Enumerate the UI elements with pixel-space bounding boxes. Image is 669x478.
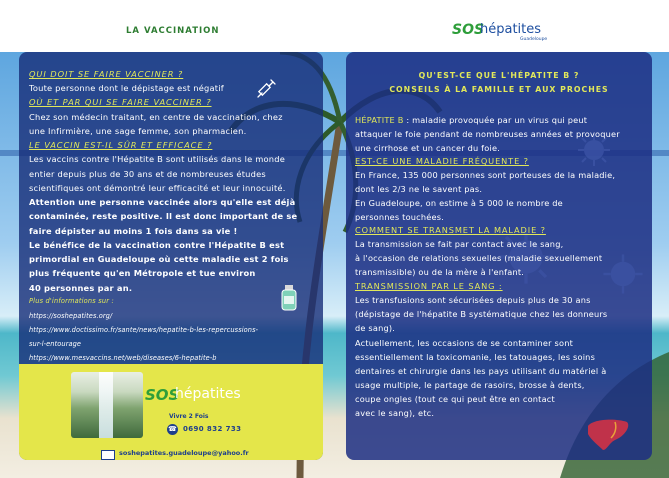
phone-number[interactable]: 0690 832 733 <box>183 425 242 433</box>
answer-frequent-line: En Guadeloupe, on estime à 5 000 le nombre de <box>355 198 563 208</box>
footer-logo-sos: SOS <box>145 386 180 404</box>
answer-transmission-line: à l'occasion de relations sexuelles (maladie sexuellement <box>355 253 603 263</box>
mail-icon <box>101 450 115 460</box>
definition-term: HÉPATITE B <box>355 115 404 125</box>
footer-logo-name: hépatites <box>175 386 241 402</box>
info-title: Plus d'informations sur : <box>29 297 114 305</box>
header <box>0 0 669 52</box>
phone-icon: ☎ <box>168 425 177 433</box>
answer-frequent-line: En France, 135 000 personnes sont porteuses de la maladie, <box>355 170 616 180</box>
warning-line: plus fréquente qu'en Métropole et tue environ <box>29 268 256 278</box>
footer-tagline: Vivre 2 Fois <box>169 413 209 420</box>
footer-logo <box>145 386 255 408</box>
link-soshepatites[interactable]: https://soshepatites.org/ <box>29 312 113 320</box>
answer-transmission-line: La transmission se fait par contact avec le sang, <box>355 239 564 249</box>
logo-sos: SOS <box>452 22 485 38</box>
link-doctissimo-cont[interactable]: sur-l-entourage <box>29 340 82 348</box>
page-title: LA VACCINATION <box>126 26 220 36</box>
answer-frequent-line: personnes touchées. <box>355 212 445 222</box>
answer-blood-line: essentiellement la toxicomanie, les tatouages, les soins <box>355 352 596 362</box>
definition-line: attaquer le foie pendant de nombreuses années et provoquer <box>355 129 620 139</box>
logo-name: hépatites <box>480 22 542 37</box>
question-frequent: EST-CE UNE MALADIE FRÉQUENTE ? <box>355 156 529 166</box>
warning-line: 40 personnes par an. <box>29 283 133 293</box>
answer-where-line: une Infirmière, une sage femme, son pharmacien. <box>29 126 247 136</box>
definition-text: : maladie provoquée par un virus qui peut <box>403 115 588 125</box>
warning-line: Attention une personne vaccinée alors qu'elle est déjà <box>29 197 296 207</box>
answer-frequent-line: dont les 2/3 ne le savent pas. <box>355 184 483 194</box>
question-who: QUI DOIT SE FAIRE VACCINER ? <box>29 69 184 79</box>
warning-line: faire dépister au moins 1 fois dans sa vie ! <box>29 226 238 236</box>
answer-safe-line: scientifiques ont démontré leur efficacité et leur innocuité. <box>29 183 286 193</box>
answer-blood-line: usage multiple, le partage de rasoirs, brosse à dents, <box>355 380 585 390</box>
answer-blood-line: (dépistage de l'hépatite B systématique chez les donneurs <box>355 309 608 319</box>
question-transmission: COMMENT SE TRANSMET LA MALADIE ? <box>355 225 546 235</box>
question-safe: LE VACCIN EST-IL SÛR ET EFFICACE ? <box>29 140 213 150</box>
answer-blood-line: Les transfusions sont sécurisées depuis plus de 30 ans <box>355 295 591 305</box>
panel-title: QU'EST-CE QUE L'HÉPATITE B ? <box>418 71 580 80</box>
answer-safe-line: entier depuis plus de 30 ans et de nombreuses études <box>29 169 266 179</box>
vaccination-panel <box>19 52 323 460</box>
liver-icon <box>585 416 631 452</box>
answer-blood-line: Actuellement, les occasions de se contaminer sont <box>355 338 574 348</box>
warning-line: primordial en Guadeloupe où cette maladie est 2 fois <box>29 254 289 264</box>
answer-who: Toute personne dont le dépistage est négatif <box>29 83 224 93</box>
answer-where-line: Chez son médecin traitant, en centre de vaccination, chez <box>29 112 283 122</box>
warning-line: contaminée, reste positive. Il est donc important de se <box>29 211 298 221</box>
answer-blood-line: avec le sang), etc. <box>355 408 435 418</box>
question-blood: TRANSMISSION PAR LE SANG : <box>355 281 503 291</box>
answer-blood-line: de sang). <box>355 323 396 333</box>
contact-footer <box>19 364 323 460</box>
logo-region: Guadeloupe <box>520 37 548 42</box>
warning-line: Le bénéfice de la vaccination contre l'Hépatite B est <box>29 240 285 250</box>
waterfall-photo <box>71 372 143 438</box>
syringe-icon <box>255 78 277 100</box>
answer-blood-line: coupe ongles (tout ce qui peut être en contact <box>355 394 555 404</box>
hepatitis-info-panel <box>346 52 652 460</box>
header-logo <box>452 22 562 48</box>
link-doctissimo[interactable]: https://www.doctissimo.fr/sante/news/hepatite-b-les-repercussions- <box>29 326 259 334</box>
answer-blood-line: dentaires et chirurgie dans les pays utilisant du matériel à <box>355 366 607 376</box>
vaccine-vial-icon <box>279 284 299 312</box>
email-address[interactable]: soshepatites.guadeloupe@yahoo.fr <box>119 449 249 457</box>
link-mesvaccins[interactable]: https://www.mesvaccins.net/web/diseases/6-hepatite-b <box>29 354 217 362</box>
question-where: OÙ ET PAR QUI SE FAIRE VACCINER ? <box>29 97 212 107</box>
definition-line: une cirrhose et un cancer du foie. <box>355 143 500 153</box>
answer-transmission-line: transmissible) ou de la mère à l'enfant. <box>355 267 525 277</box>
definition-line <box>355 114 651 128</box>
answer-safe-line: Les vaccins contre l'Hépatite B sont utilisés dans le monde <box>29 154 286 164</box>
panel-subtitle: CONSEILS À LA FAMILLE ET AUX PROCHES <box>389 85 609 94</box>
